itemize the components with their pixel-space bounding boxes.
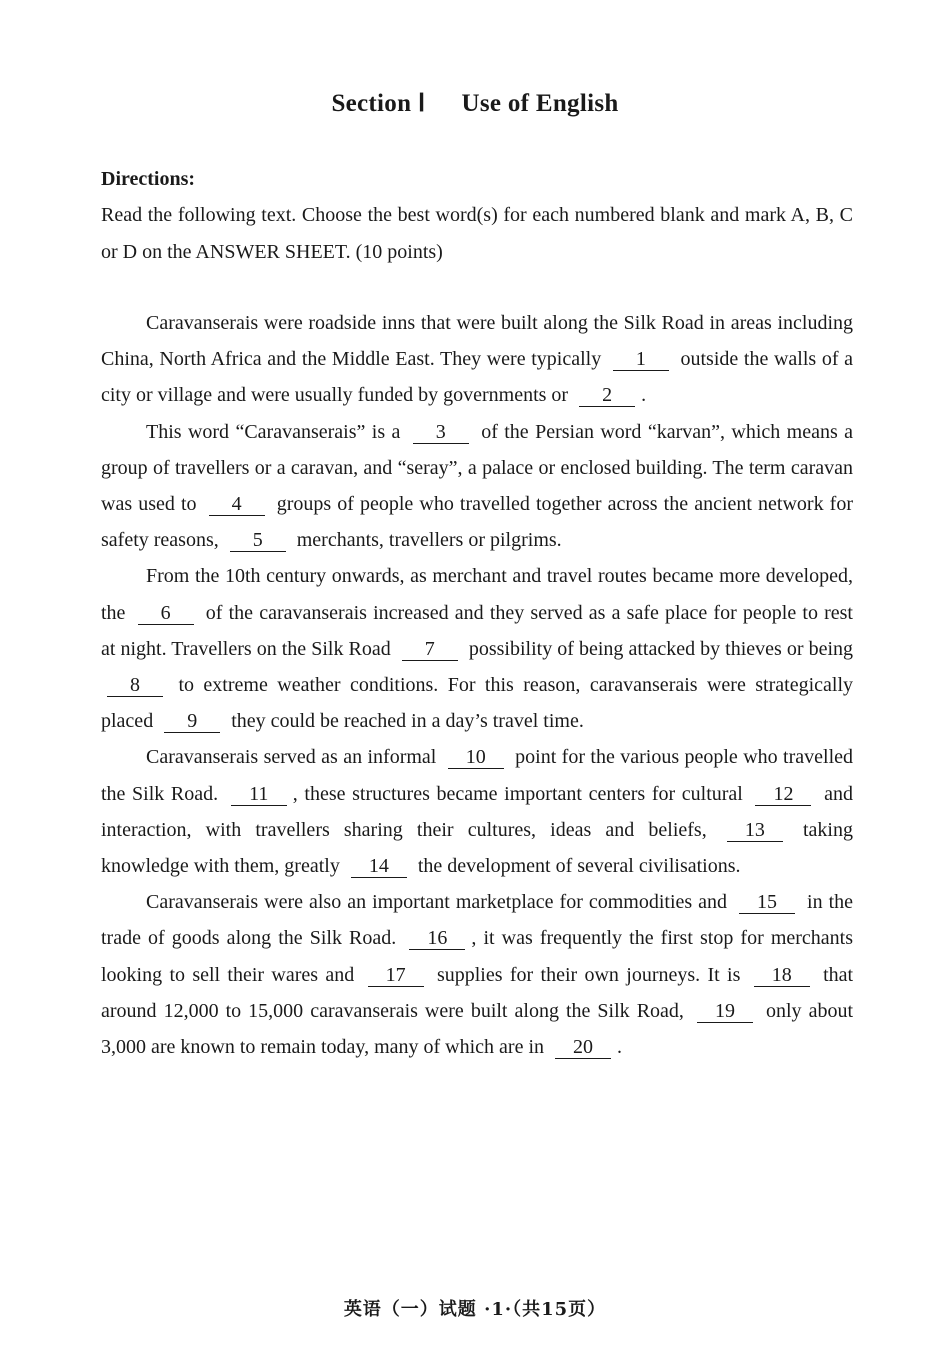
directions-text: Read the following text. Choose the best word(s) for each numbered blank and mark A, B, C or D on the ANSWER SHEET. (10 points) [101,204,853,263]
blank-19: 19 [697,1000,753,1023]
page-footer: 英语（一）试题 ·1·（共15页） [343,1299,607,1320]
blank-14: 14 [351,855,407,878]
blank-15: 15 [739,891,795,914]
blank-20: 20 [555,1036,611,1059]
paragraph-1: Caravanserais were roadside inns that were built along the Silk Road in areas including China, North Africa and the Middle East. They were typically 1 outside the walls of a city or village and were usually funded by governments or 2 . [101,312,854,407]
blank-7: 7 [402,638,458,661]
paragraph-5: Caravanserais were also an important marketplace for commodities and 15 in the trade of goods along the Silk Road. 16 , it was frequently the first stop for merchants looking to sell their wares and 17 supplies for their own journeys. It is 18 that around 12,000 to 15,000 caravanserais were built along the Silk Road, 19 only about 3,000 are known to remain today, many of which are in 20 . [101,891,854,1059]
blank-4: 4 [209,493,265,516]
blank-11: 11 [231,783,287,806]
blank-10: 10 [448,746,504,769]
blank-3: 3 [413,421,469,444]
blank-1: 1 [613,348,669,371]
directions-heading: Directions: [101,168,196,190]
blank-12: 12 [755,783,811,806]
paragraph-4: Caravanserais served as an informal 10 point for the various people who travelled the Silk Road. 11 , these structures became important centers for cultural 12 and interaction, with travellers sharing their cultures, ideas and beliefs, 13 taking knowledge with them, greatly 14 the development of several civilisations. [101,746,854,878]
cloze-passage [101,305,853,1065]
blank-8: 8 [107,674,163,697]
blank-13: 13 [727,819,783,842]
blank-9: 9 [164,710,220,733]
blank-18: 18 [754,964,810,987]
blank-17: 17 [368,964,424,987]
section-title [0,88,950,118]
blank-2: 2 [579,384,635,407]
blank-5: 5 [230,529,286,552]
blank-16: 16 [409,927,465,950]
blank-6: 6 [138,602,194,625]
paragraph-2: This word “Caravanserais” is a 3 of the Persian word “karvan”, which means a group of travellers or a caravan, and “seray”, a palace or enclosed building. The term caravan was used to 4 groups of people who travelled together across the ancient network for safety reasons, 5 merchants, travellers or pilgrims. [101,420,854,552]
section-number: Section Ⅰ [331,90,426,117]
section-name: Use of English [461,90,619,117]
paragraph-3: From the 10th century onwards, as merchant and travel routes became more developed, the 6 of the caravanserais increased and they served as a safe place for people to rest at night. Travellers on the Silk Road 7 possibility of being attacked by thieves or being 8 to extreme weather conditions. For this reason, caravanserais were strategically placed 9 they could be reached in a day’s travel time. [101,565,854,733]
